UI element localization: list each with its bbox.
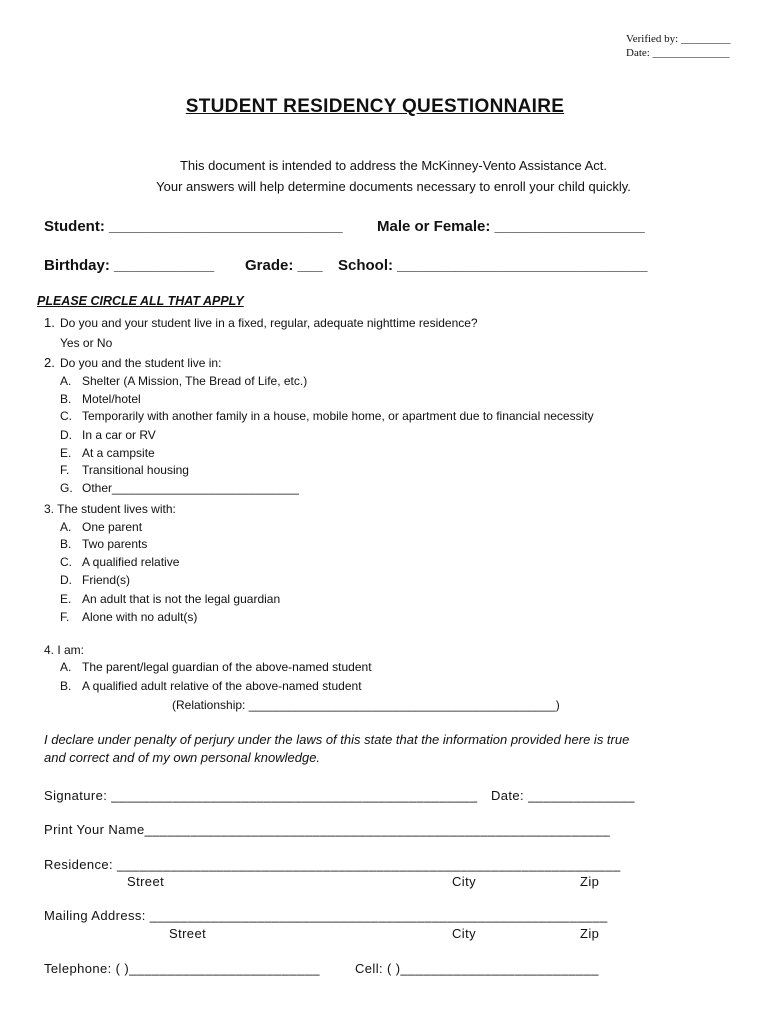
- option-letter: E.: [60, 446, 72, 460]
- option-text: In a car or RV: [82, 428, 156, 442]
- school-field: School: ______________________________: [338, 257, 648, 274]
- residence-zip-label: Zip: [580, 874, 600, 889]
- student-name-field: Student: ____________________________: [44, 218, 343, 235]
- residence-street-label: Street: [127, 874, 165, 889]
- birthday-field: Birthday: ____________: [44, 257, 215, 274]
- option-text: Transitional housing: [82, 463, 189, 477]
- q2-option: [60, 446, 155, 460]
- option-letter: A.: [60, 520, 72, 534]
- signature-field: Signature: ________________________________________________: [44, 788, 478, 803]
- option-text: A qualified relative: [82, 555, 180, 569]
- option-letter: G.: [60, 481, 73, 495]
- declaration-line-2: and correct and of my own personal knowledge.: [44, 750, 321, 765]
- option-text: A qualified adult relative of the above-named student: [82, 679, 362, 693]
- q2-option: [60, 428, 156, 442]
- q4-option: [60, 660, 372, 674]
- option-text: Motel/hotel: [82, 392, 141, 406]
- option-letter: F.: [60, 463, 70, 477]
- q1-number: 1.: [44, 315, 55, 330]
- residence-city-label: City: [452, 874, 476, 889]
- circle-instructions: PLEASE CIRCLE ALL THAT APPLY: [37, 294, 244, 308]
- option-text: An adult that is not the legal guardian: [82, 592, 281, 606]
- option-letter: F.: [60, 610, 70, 624]
- q3-option: [60, 592, 280, 606]
- page-title: STUDENT RESIDENCY QUESTIONNAIRE: [185, 96, 565, 117]
- option-text: Alone with no adult(s): [82, 610, 198, 624]
- option-letter: B.: [60, 679, 72, 693]
- option-letter: A.: [60, 374, 72, 388]
- option-letter: E.: [60, 592, 72, 606]
- declaration-line-1: I declare under penalty of perjury under the laws of this state that the information provided here is true: [44, 732, 630, 747]
- q2-option: [60, 481, 299, 495]
- option-letter: B.: [60, 392, 72, 406]
- option-text: At a campsite: [82, 446, 155, 460]
- option-letter: A.: [60, 660, 72, 674]
- verified-by-field: Verified by: _________: [626, 33, 731, 45]
- q1-text: Do you and your student live in a fixed, regular, adequate nighttime residence?: [60, 316, 478, 330]
- q2-option: [60, 409, 594, 423]
- option-text: Other____________________________: [82, 481, 299, 495]
- mailing-city-label: City: [452, 926, 476, 941]
- signature-date-field: Date: ______________: [491, 788, 635, 803]
- q3-option: [60, 610, 197, 624]
- q2-option: [60, 463, 189, 477]
- option-text: Two parents: [82, 537, 148, 551]
- print-name-field: Print Your Name_____________________________________________________________: [44, 822, 611, 837]
- intro-line-2: Your answers will help determine documents necessary to enroll your child quickly.: [156, 179, 631, 194]
- q4-option: [60, 679, 362, 693]
- cell-field: Cell: ( )__________________________: [355, 961, 599, 976]
- option-text: Temporarily with another family in a house, mobile home, or apartment due to financial necessity: [82, 409, 594, 423]
- q2-text: Do you and the student live in:: [60, 356, 222, 370]
- option-letter: C.: [60, 555, 72, 569]
- q2-option: [60, 374, 307, 388]
- option-text: Friend(s): [82, 573, 131, 587]
- mailing-zip-label: Zip: [580, 926, 600, 941]
- gender-field: Male or Female: __________________: [377, 218, 645, 235]
- option-text: Shelter (A Mission, The Bread of Life, etc.): [82, 374, 308, 388]
- option-text: One parent: [82, 520, 143, 534]
- q2-option: [60, 392, 141, 406]
- relationship-field: (Relationship: ______________________________________________): [172, 698, 560, 712]
- q3-option: [60, 555, 179, 569]
- grade-field: Grade: ___: [245, 257, 323, 274]
- mailing-address-field: Mailing Address: ____________________________________________________________: [44, 908, 608, 923]
- q3-option: [60, 520, 142, 534]
- verified-date-field: Date: ______________: [626, 47, 730, 59]
- telephone-field: Telephone: ( )_________________________: [44, 961, 320, 976]
- option-letter: B.: [60, 537, 72, 551]
- q3-option: [60, 537, 147, 551]
- q1-answer: Yes or No: [60, 336, 113, 350]
- residence-field: Residence: __________________________________________________________________: [44, 857, 621, 872]
- option-letter: C.: [60, 409, 72, 423]
- intro-line-1: This document is intended to address the McKinney-Vento Assistance Act.: [179, 158, 608, 173]
- q3-text: 3. The student lives with:: [44, 502, 176, 516]
- option-letter: D.: [60, 428, 72, 442]
- option-letter: D.: [60, 573, 72, 587]
- option-text: The parent/legal guardian of the above-named student: [82, 660, 372, 674]
- mailing-street-label: Street: [169, 926, 207, 941]
- q3-option: [60, 573, 130, 587]
- q4-text: 4. I am:: [44, 643, 85, 657]
- q2-number: 2.: [44, 355, 55, 370]
